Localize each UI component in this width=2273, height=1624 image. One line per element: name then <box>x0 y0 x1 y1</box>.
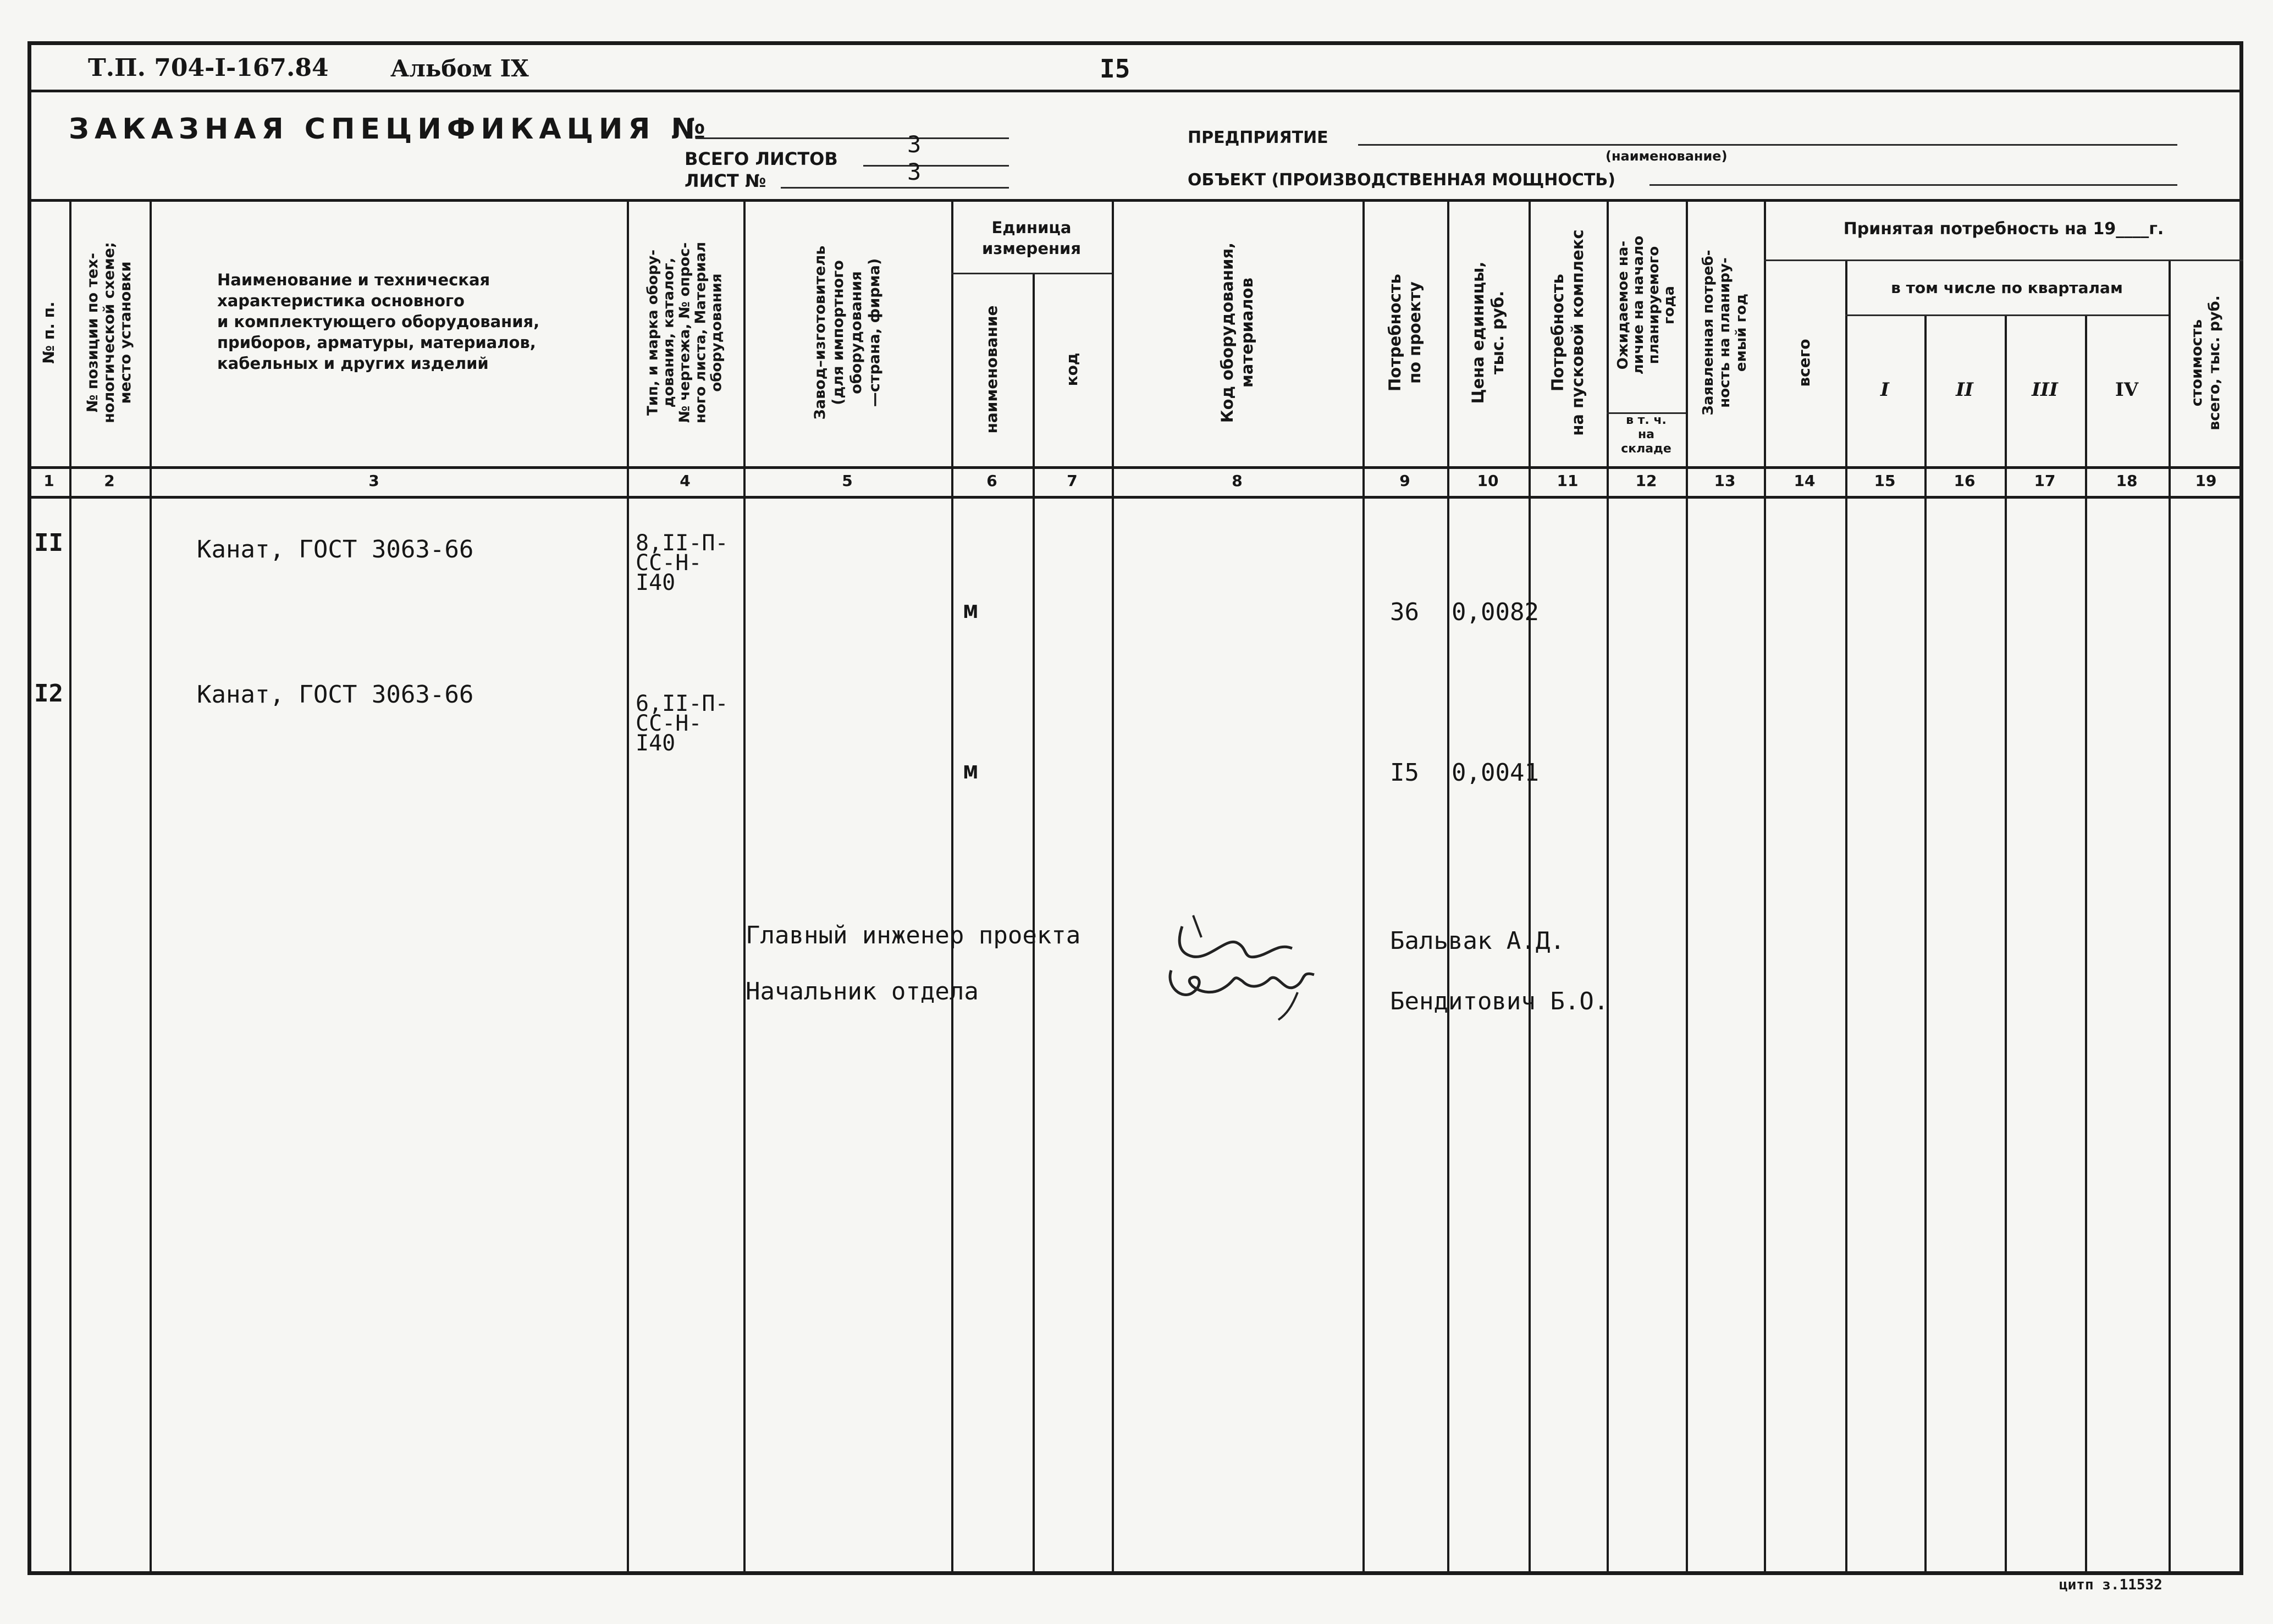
chief-engineer-name: Бальвак А.Д. <box>1390 927 1565 955</box>
colnum-6: 6 <box>986 472 997 490</box>
header-col8: Код оборудования, материалов <box>1218 242 1256 423</box>
header-bottom-border <box>27 466 2243 469</box>
album-label: Альбом IX <box>390 55 529 82</box>
colnum-5: 5 <box>842 472 853 490</box>
header-col19: стоимость всего, тыс. руб. <box>2188 295 2223 430</box>
colnum-12: 12 <box>1635 472 1657 490</box>
row-2-unit: м <box>963 756 978 785</box>
column-numbers-border <box>27 496 2243 499</box>
colnum-11: 11 <box>1557 472 1579 490</box>
enterprise-hint: (наименование) <box>1606 148 1728 164</box>
col-line-4 <box>743 199 746 1573</box>
total-sheets-value: 3 <box>907 131 922 158</box>
row-1-name: Канат, ГОСТ 3063-66 <box>197 535 474 564</box>
col-line-5 <box>951 199 953 1573</box>
header-col12-sub: в т. ч. на складе <box>1621 413 1671 456</box>
row-1-qty: 36 <box>1390 598 1419 626</box>
colnum-7: 7 <box>1067 472 1078 490</box>
header-col6: наименование <box>983 305 1001 434</box>
unit-subheader-line <box>951 273 1112 274</box>
col-line-1 <box>69 199 71 1573</box>
colnum-10: 10 <box>1477 472 1499 490</box>
col-line-8 <box>1362 199 1365 1573</box>
header-col18: IV <box>2115 379 2139 401</box>
signature-handwriting <box>1160 904 1325 1031</box>
col-line-7 <box>1112 199 1114 1573</box>
row-2-type: 6,II-П- СС-Н- I40 <box>636 691 729 756</box>
header-col3: Наименование и техническая характеристика основного и комплектующего оборудования, приборов, арматуры, материалов, кабельных и других изделий <box>217 270 540 373</box>
colnum-8: 8 <box>1232 472 1243 490</box>
row-1-price: 0,0082 <box>1452 598 1539 626</box>
col-line-13 <box>1764 199 1766 1573</box>
row-1-unit: м <box>963 596 978 624</box>
colnum-4: 4 <box>680 472 691 490</box>
total-sheets-label: ВСЕГО ЛИСТОВ <box>685 148 838 169</box>
chief-engineer-title: Главный инженер проекта <box>746 921 1081 949</box>
col-line-14 <box>1845 259 1847 1573</box>
header-col1: № п. п. <box>40 301 58 364</box>
colnum-17: 17 <box>2034 472 2056 490</box>
colnum-19: 19 <box>2195 472 2217 490</box>
form-title: ЗАКАЗНАЯ СПЕЦИФИКАЦИЯ № <box>69 113 711 146</box>
header-col7: код <box>1063 352 1081 386</box>
col-line-10 <box>1529 199 1531 1573</box>
col-line-9 <box>1447 199 1449 1573</box>
header-col11: Потребность на пусковой комплекс <box>1548 229 1587 436</box>
row-1-number: II <box>34 529 63 557</box>
quarters-subheader-line <box>1845 314 2169 316</box>
colnum-14: 14 <box>1794 472 1816 490</box>
accepted-subheader-line <box>1764 259 2243 261</box>
spec-number-line <box>696 137 1009 139</box>
row-2-qty: I5 <box>1390 759 1419 787</box>
enterprise-line <box>1358 144 2177 146</box>
col-line-2 <box>150 199 152 1573</box>
col-line-15 <box>1924 314 1927 1573</box>
row-2-number: I2 <box>34 680 63 708</box>
header-col4: Тип, и марка обору- дования, каталог, № чертежа, № опрос- ного листа, Материал оборудования <box>644 241 725 424</box>
header-col5: Завод–изготовитель (для импортного оборудования —страна, фирма) <box>812 245 883 420</box>
header-col13: Заявленная потреб- ность на планиру- емый год <box>1700 250 1750 416</box>
colnum-16: 16 <box>1954 472 1976 490</box>
enterprise-label: ПРЕДПРИЯТИЕ <box>1188 128 1328 147</box>
colnum-18: 18 <box>2116 472 2138 490</box>
colnum-1: 1 <box>43 472 54 490</box>
header-col10: Цена единицы, тыс. руб. <box>1469 261 1507 404</box>
row-2-name: Канат, ГОСТ 3063-66 <box>197 681 474 709</box>
project-code: Т.П. 704-I-167.84 <box>88 54 329 82</box>
page-number: I5 <box>1100 54 1130 84</box>
object-line <box>1649 184 2177 186</box>
colnum-15: 15 <box>1874 472 1896 490</box>
object-label: ОБЪЕКТ (ПРОИЗВОДСТВЕННАЯ МОЩНОСТЬ) <box>1188 170 1615 190</box>
header-unit-group: Единица измерения <box>982 218 1081 258</box>
header-accepted-group: Принятая потребность на 19____г. <box>1843 219 2164 239</box>
header-col2: № позиции по тех- нологической схеме; место установки <box>84 242 134 423</box>
row-2-price: 0,0041 <box>1452 759 1539 787</box>
sheet-label: ЛИСТ № <box>685 170 766 191</box>
department-head-title: Начальник отдела <box>746 977 979 1006</box>
col-line-16 <box>2005 314 2007 1573</box>
header-col9: Потребность по проекту <box>1386 274 1424 391</box>
footer-stamp: цитп з.11532 <box>2059 1577 2162 1593</box>
header-top-border <box>27 199 2243 202</box>
colnum-2: 2 <box>104 472 115 490</box>
colnum-3: 3 <box>368 472 379 490</box>
header-col15: I <box>1880 379 1889 401</box>
header-col12: Ожидаемое на- личие на начало планируемого года <box>1615 235 1678 375</box>
total-sheets-line <box>863 165 1009 167</box>
row-1-type: 8,II-П- СС-Н- I40 <box>636 531 729 595</box>
top-divider <box>27 90 2243 92</box>
sheet-value: 3 <box>907 158 922 185</box>
header-col16: II <box>1956 379 1973 401</box>
col-line-11 <box>1607 199 1609 1573</box>
header-quarters-group: в том числе по кварталам <box>1891 279 2123 297</box>
col-line-17 <box>2085 314 2087 1573</box>
col-line-3 <box>627 199 629 1573</box>
header-col17: III <box>2032 379 2058 401</box>
col-line-18 <box>2169 259 2171 1573</box>
department-head-name: Бендитович Б.О. <box>1390 987 1609 1015</box>
sheet-line <box>781 187 1009 189</box>
colnum-13: 13 <box>1714 472 1736 490</box>
header-col14: всего <box>1795 339 1813 387</box>
col-line-12 <box>1686 199 1688 1573</box>
colnum-9: 9 <box>1399 472 1410 490</box>
